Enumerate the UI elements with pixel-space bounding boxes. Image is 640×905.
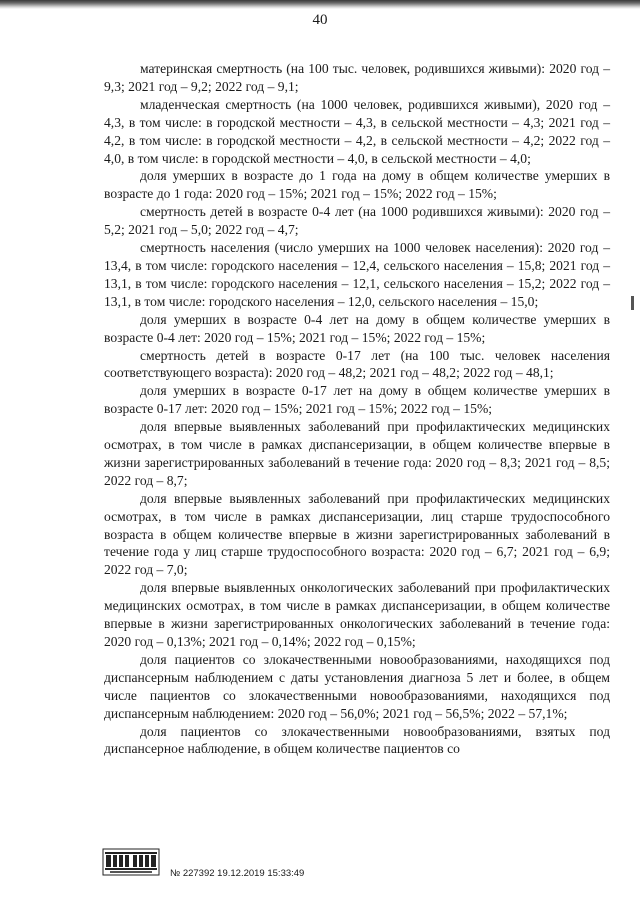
page-footer: [102, 848, 522, 896]
paragraph-infant-mortality: младенческая смертность (на 1000 человек, родившихся живыми), 2020 год – 4,3, в том числе: в городской местности – 4,3, в сельской местности – 4,3; 2021 год – 4,2, в том числе: в городской местности – 4,2, в сельской местности – 4,2; 2022 год – 4,0, в том числе: в городской местности – 4,0, в сельской местности – 4,0;: [104, 96, 610, 166]
paragraph-diseases-detected-elderly: доля впервые выявленных заболеваний при профилактических медицинских осмотрах, в том числе в рамках диспансеризации, лиц старше трудоспособного возраста в общем количестве впервые в жизни зарегистрированных заболеваний в течение года у лиц старше трудоспособного возраста: 2020 год – 6,7; 2021 год – 6,9; 2022 год – 7,0;: [104, 490, 610, 578]
paragraph-infant-home-deaths: доля умерших в возрасте до 1 года на дому в общем количестве умерших в возрасте до 1 года: 2020 год – 15%; 2021 год – 15%; 2022 год – 15%;: [104, 168, 610, 202]
paragraph-population-mortality: смертность населения (число умерших на 1000 человек населения): 2020 год – 13,4, в том числе: городского населения – 12,4, сельского населения – 15,8; 2021 год – 13,1, в том числе: городского населения – 12,1, сельского населения – 15,2; 2022 год – 13,1, в том числе: городского населения – 12,0, сельского населения – 15,0;: [104, 240, 610, 309]
paragraph-home-deaths-0-17: доля умерших в возрасте 0-17 лет на дому в общем количестве умерших в возрасте 0-17 лет: 2020 год – 15%; 2021 год – 15%; 2022 год – 15%;: [104, 383, 610, 417]
paragraph-maternal-mortality: материнская смертность (на 100 тыс. человек, родившихся живыми): 2020 год – 9,3; 2021 год – 9,2; 2022 год – 9,1;: [104, 61, 610, 94]
scan-top-edge: [0, 0, 640, 9]
paragraph-oncology-5-years: доля пациентов со злокачественными новообразованиями, находящихся под диспансерным наблюдением с даты установления диагноза 5 лет и более, в общем числе пациентов со злокачественными новообразованиями, находящихся под диспансерным наблюдением: 2020 год – 56,0%; 2021 год – 56,5%; 2022 – 57,1%;: [104, 651, 610, 721]
document-body: [104, 60, 610, 758]
government-building-icon: [102, 848, 160, 876]
paragraph-child-mortality-0-17: смертность детей в возрасте 0-17 лет (на 100 тыс. человек населения соответствующего возраста): 2020 год – 48,2; 2021 год – 48,2; 2022 год – 48,1;: [104, 347, 610, 381]
paragraph-oncology-observation: доля пациентов со злокачественными новообразованиями, взятых под диспансерное наблюдение, в общем количестве пациентов со: [104, 723, 610, 757]
paragraph-child-mortality-0-4: смертность детей в возрасте 0-4 лет (на 1000 родившихся живыми): 2020 год – 5,2; 2021 год – 5,0; 2022 год – 4,7;: [104, 204, 610, 238]
page-number: 40: [312, 12, 328, 28]
paragraph-diseases-detected: доля впервые выявленных заболеваний при профилактических медицинских осмотрах, в том числе в рамках диспансеризации, в общем количестве впервые в жизни зарегистрированных заболеваний в течение года: 2020 год – 8,3; 2021 год – 8,5; 2022 год – 8,7;: [104, 419, 610, 488]
document-stamp: № 227392 19.12.2019 15:33:49: [170, 868, 305, 879]
scan-margin-mark: [631, 296, 634, 310]
paragraph-home-deaths-0-4: доля умерших в возрасте 0-4 лет на дому в общем количестве умерших в возрасте 0-4 лет: 2020 год – 15%; 2021 год – 15%; 2022 год – 15%;: [104, 311, 610, 345]
paragraph-oncology-detected: доля впервые выявленных онкологических заболеваний при профилактических медицинских осмотрах, в том числе в рамках диспансеризации, в общем количестве впервые в жизни зарегистрированных онкологических заболеваний в течение года: 2020 год – 0,13%; 2021 год – 0,14%; 2022 год – 0,15%;: [104, 580, 610, 649]
